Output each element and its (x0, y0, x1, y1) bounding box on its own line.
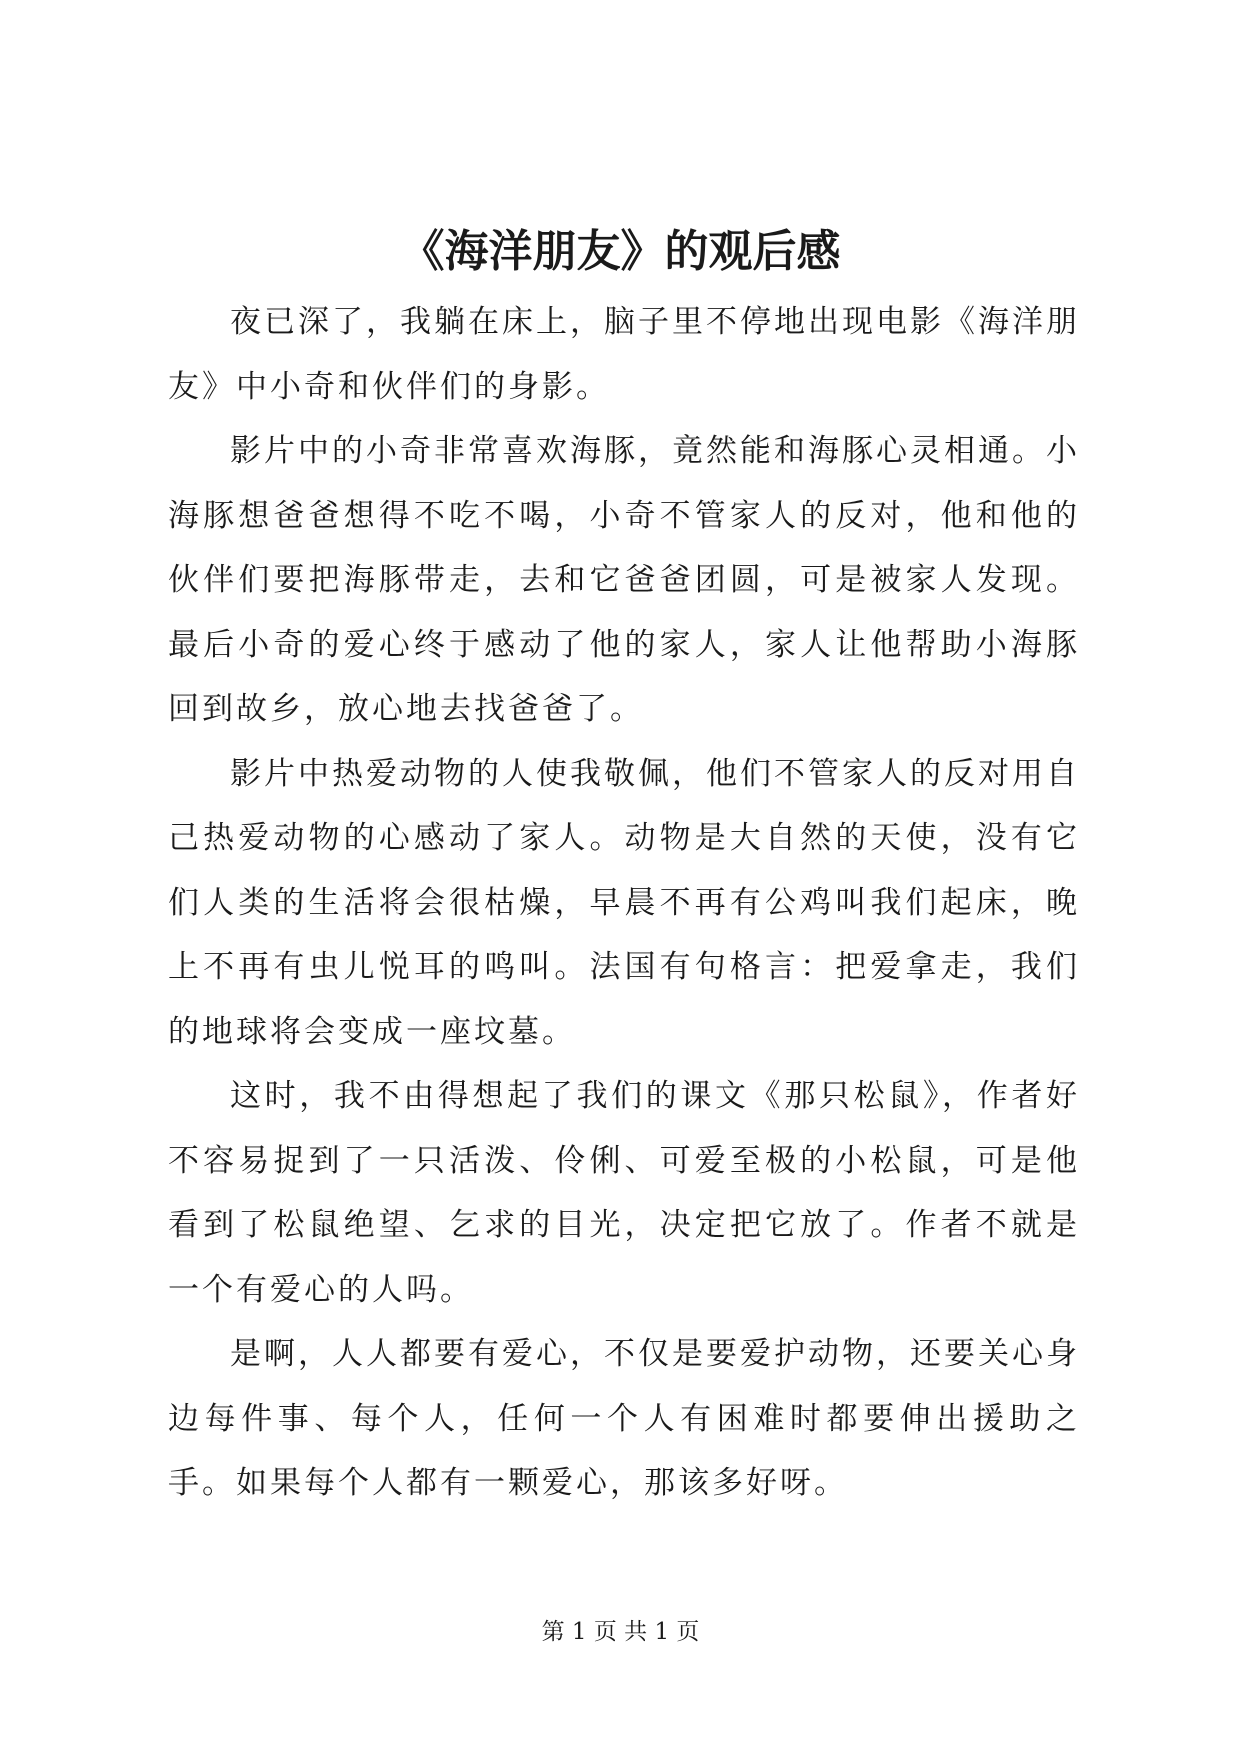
document-body (168, 290, 1080, 1516)
paragraph-3: 影片中热爱动物的人使我敬佩，他们不管家人的反对用自己热爱动物的心感动了家人。动物是大自然的天使，没有它们人类的生活将会很枯燥，早晨不再有公鸡叫我们起床，晚上不再有虫儿悦耳的鸣叫。法国有句格言：把爱拿走，我们的地球将会变成一座坟墓。 (168, 755, 1080, 1050)
paragraph-5: 是啊，人人都要有爱心，不仅是要爱护动物，还要关心身边每件事、每个人，任何一个人有困难时都要伸出援助之手。如果每个人都有一颗爱心，那该多好呀。 (168, 1336, 1080, 1501)
document-title: 《海洋朋友》的观后感 (400, 226, 841, 277)
page-footer: 第 1 页 共 1 页 (541, 1619, 700, 1645)
paragraph-4: 这时，我不由得想起了我们的课文《那只松鼠》，作者好不容易捉到了一只活泼、伶俐、可爱至极的小松鼠，可是他看到了松鼠绝望、乞求的目光，决定把它放了。作者不就是一个有爱心的人吗。 (168, 1078, 1080, 1308)
paragraph-2: 影片中的小奇非常喜欢海豚，竟然能和海豚心灵相通。小海豚想爸爸想得不吃不喝，小奇不管家人的反对，他和他的伙伴们要把海豚带走，去和它爸爸团圆，可是被家人发现。最后小奇的爱心终于感动了他的家人，家人让他帮助小海豚回到故乡，放心地去找爸爸了。 (168, 433, 1080, 727)
paragraph-1: 夜已深了，我躺在床上，脑子里不停地出现电影《海洋朋友》中小奇和伙伴们的身影。 (168, 304, 1080, 405)
